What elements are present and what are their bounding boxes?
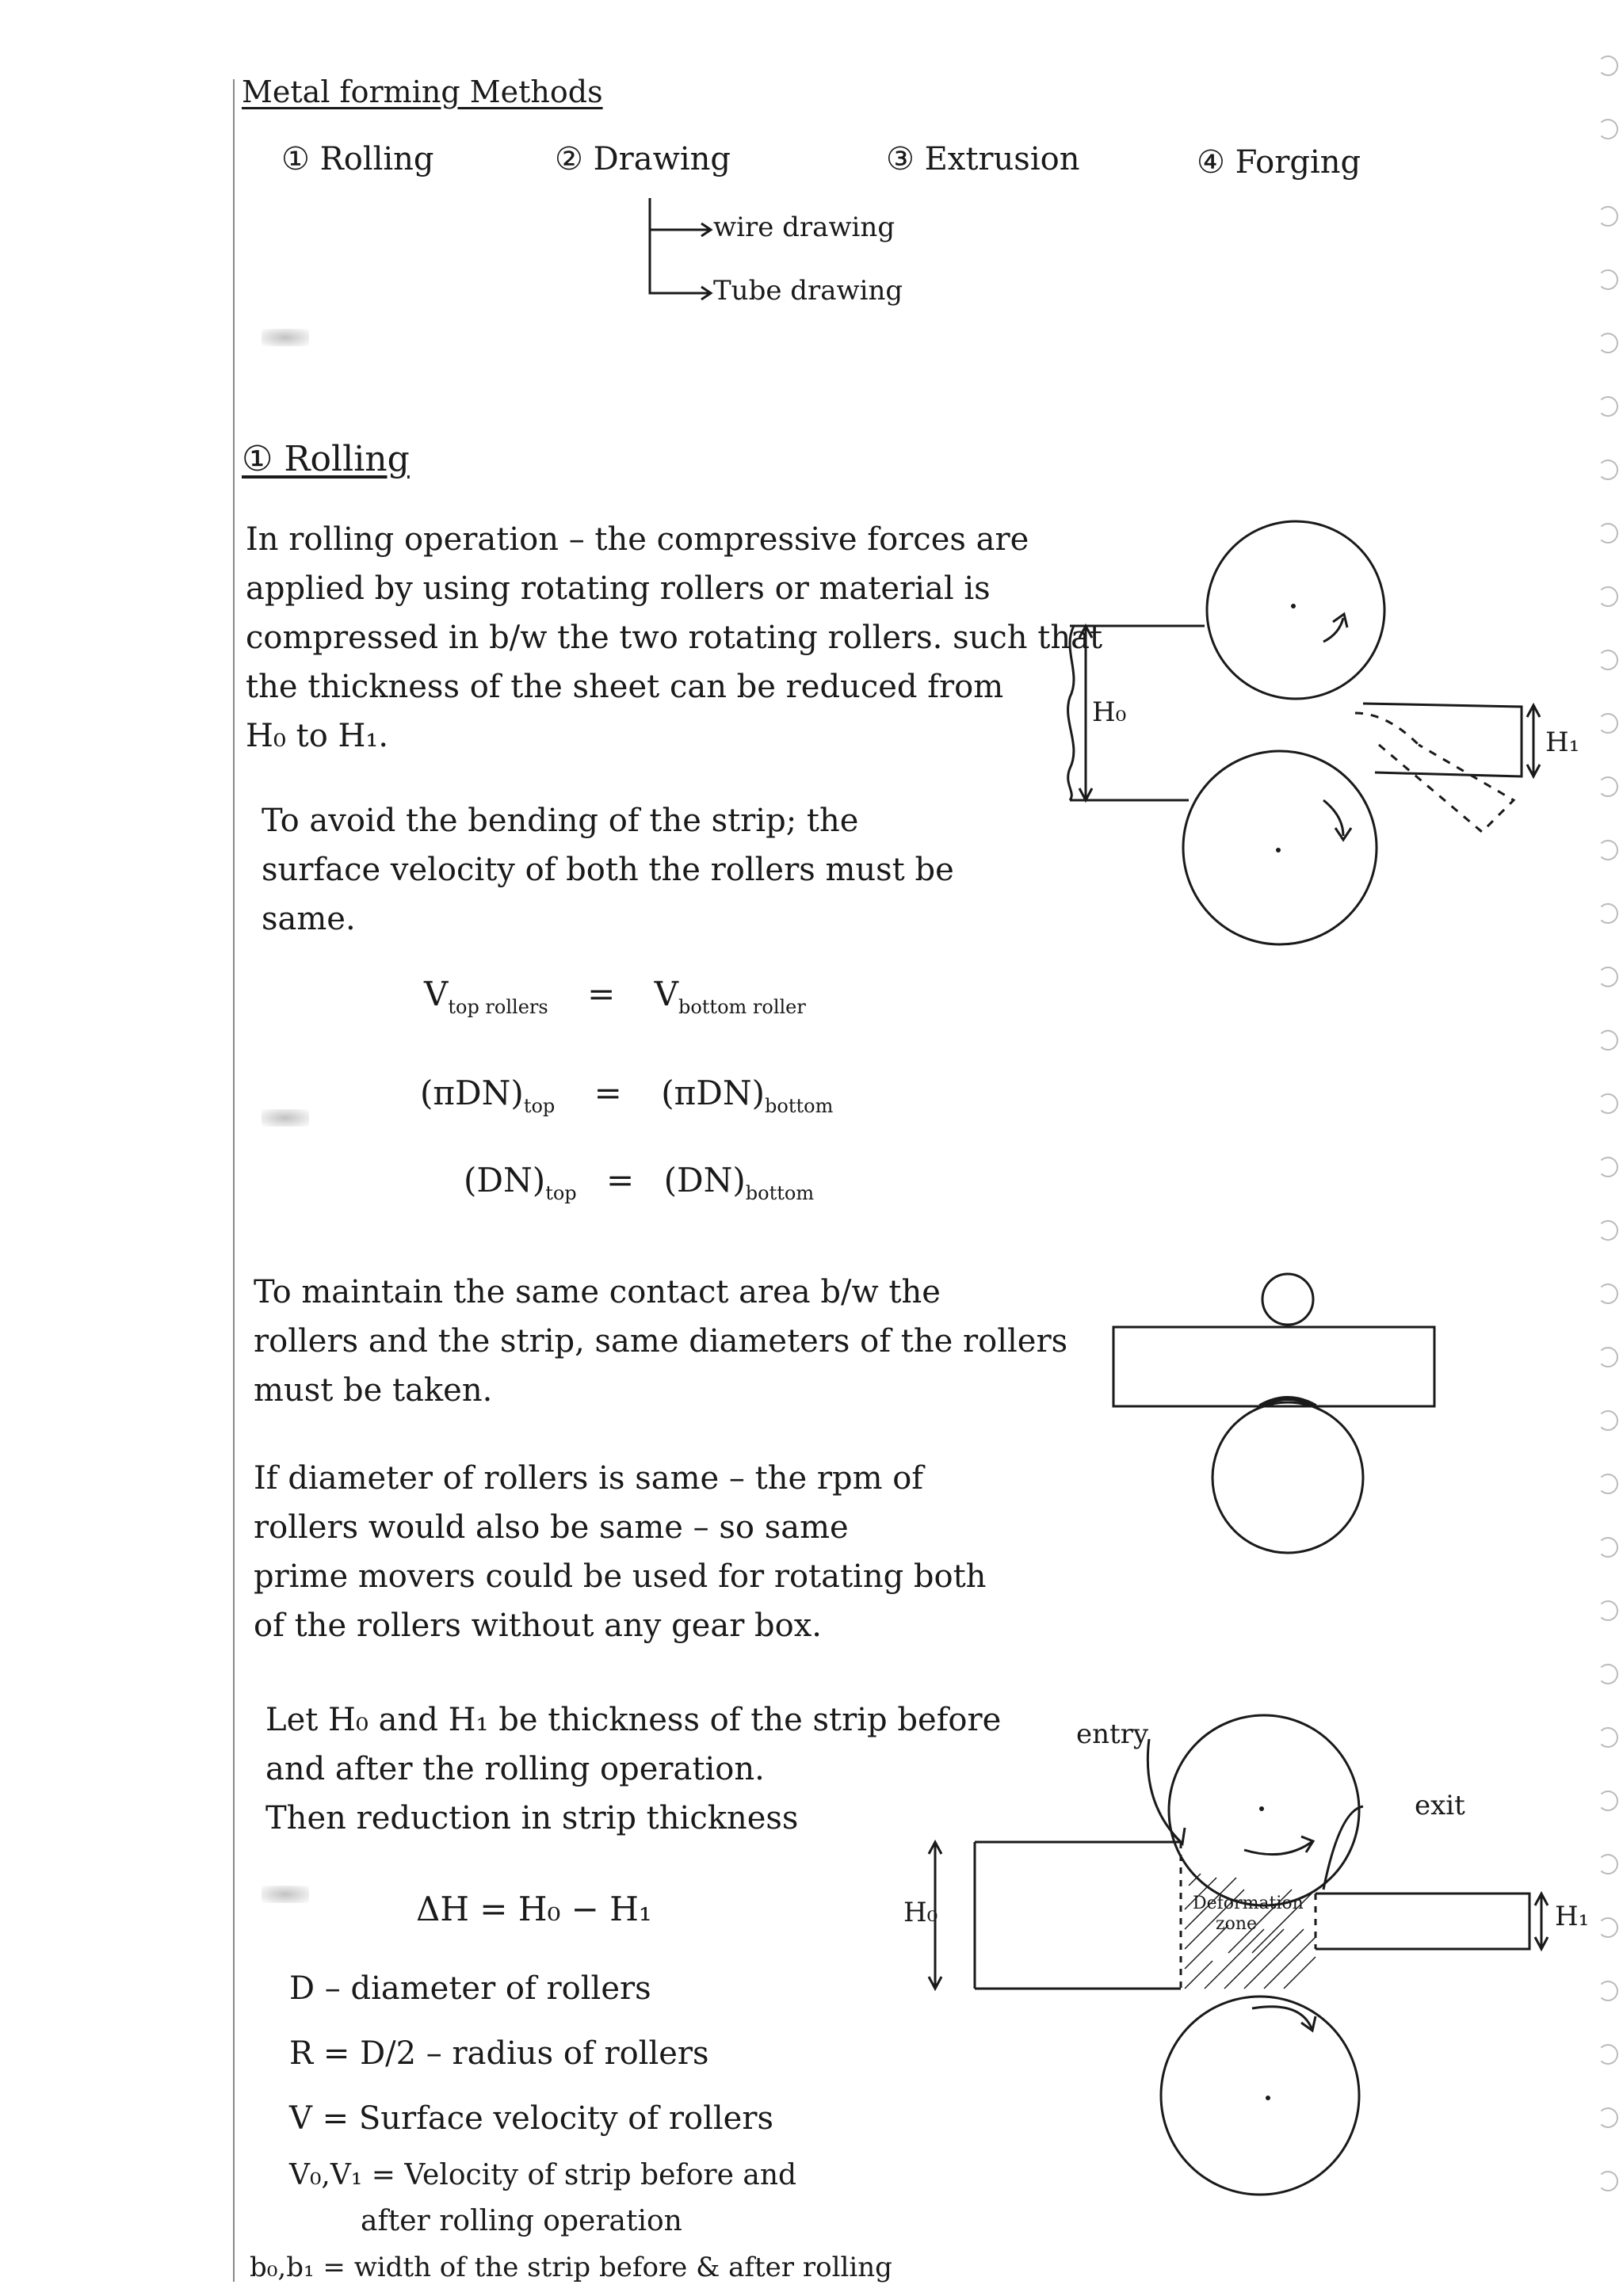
equation-dn <box>464 1161 814 1204</box>
definition-strip-velocity: V₀,V₁ = Velocity of strip before and <box>289 2159 797 2191</box>
method-extrusion: ③ Extrusion <box>886 141 1080 177</box>
text-line: prime movers could be used for rotating both <box>254 1558 987 1595</box>
eq-subscript: top <box>545 1182 577 1204</box>
section-heading-rolling: ① Rolling <box>242 439 410 479</box>
eq-operator: = <box>606 1161 635 1199</box>
eq-term: V <box>654 974 678 1013</box>
text-line: Let H₀ and H₁ be thickness of the strip before <box>265 1702 1002 1738</box>
eq-term: (πDN) <box>420 1074 524 1112</box>
paragraph-rolling-definition <box>246 515 1102 761</box>
text-line: rollers and the strip, same diameters of the rollers <box>254 1323 1068 1360</box>
method-rolling: ① Rolling <box>281 141 434 177</box>
equation-pidn <box>420 1074 833 1117</box>
definition-diameter: D – diameter of rollers <box>289 1970 651 2007</box>
text-line: applied by using rotating rollers or material is <box>246 570 991 607</box>
fig3-h1-label: H₁ <box>1555 1901 1590 1932</box>
eq-subscript: bottom <box>745 1182 815 1204</box>
text-line: compressed in b/w the two rotating rollers. such that <box>246 620 1103 656</box>
definition-surface-velocity: V = Surface velocity of rollers <box>289 2100 773 2137</box>
fig3-exit-label: exit <box>1415 1790 1465 1821</box>
text-line: must be taken. <box>254 1372 493 1409</box>
eq-subscript: bottom roller <box>678 996 806 1018</box>
fig3-entry-label: entry <box>1076 1718 1149 1750</box>
small-top-roller <box>1262 1274 1313 1325</box>
text-line: To avoid the bending of the strip; the <box>262 803 859 839</box>
bottom-roller <box>1212 1402 1363 1553</box>
definition-radius: R = D/2 – radius of rollers <box>289 2035 709 2072</box>
text-line: of the rollers without any gear box. <box>254 1608 822 1644</box>
figure-deformation-zone <box>911 1691 1569 2262</box>
text-line: and after the rolling operation. <box>265 1751 765 1787</box>
eq-subscript: top rollers <box>448 996 548 1018</box>
drawing-branch-arrows <box>634 194 721 305</box>
method-forging: ④ Forging <box>1197 144 1361 181</box>
fig3-h0-label: H₀ <box>903 1897 938 1928</box>
paragraph-thickness <box>265 1695 1001 1843</box>
equation-delta-h: ΔH = H₀ − H₁ <box>416 1890 652 1928</box>
paragraph-contact-area <box>254 1268 1067 1415</box>
scan-smudge <box>262 1886 309 1903</box>
text-line: If diameter of rollers is same – the rpm of <box>254 1460 924 1497</box>
text-line: In rolling operation – the compressive forces are <box>246 521 1029 558</box>
text-line: rollers would also be same – so same <box>254 1509 849 1546</box>
eq-term: V <box>424 974 449 1013</box>
eq-term: (DN) <box>464 1161 546 1199</box>
definitions-list <box>250 1961 892 2286</box>
fig1-h1-label: H₁ <box>1545 727 1580 758</box>
page-title: Metal forming Methods <box>242 74 603 109</box>
eq-operator: = <box>594 1074 622 1112</box>
text-line: same. <box>262 901 356 937</box>
eq-subscript: top <box>523 1095 556 1117</box>
text-line: To maintain the same contact area b/w the <box>254 1274 941 1310</box>
scan-smudge <box>262 329 309 346</box>
eq-term: (DN) <box>663 1161 746 1199</box>
text-line: surface velocity of both the rollers must be <box>262 852 954 888</box>
text-line: Then reduction in strip thickness <box>265 1800 799 1836</box>
figure-rolling-basic <box>1038 507 1561 974</box>
text-line: the thickness of the sheet can be reduced from <box>246 669 1004 705</box>
margin-line <box>233 79 235 2282</box>
bottom-roller <box>1183 751 1377 944</box>
definition-strip-velocity-cont: after rolling operation <box>361 2205 682 2237</box>
paragraph-surface-velocity <box>262 796 954 944</box>
tube-drawing-label: Tube drawing <box>713 275 903 307</box>
strip <box>1113 1327 1434 1406</box>
figure-contact-area <box>1109 1264 1442 1541</box>
top-roller <box>1207 521 1384 699</box>
fig3-zone-label: Deformation zone <box>1193 1894 1304 1934</box>
wire-drawing-label: wire drawing <box>713 212 896 243</box>
eq-term: (πDN) <box>661 1074 766 1112</box>
scan-smudge <box>262 1109 309 1127</box>
eq-operator: = <box>587 974 616 1013</box>
definition-width: b₀,b₁ = width of the strip before & after rolling <box>250 2252 892 2283</box>
equation-velocity <box>424 974 806 1018</box>
text-line: H₀ to H₁. <box>246 718 389 754</box>
paragraph-same-diameter <box>254 1454 986 1650</box>
method-drawing: ② Drawing <box>555 141 731 177</box>
fig1-h0-label: H₀ <box>1092 696 1127 728</box>
bottom-roller <box>1161 1997 1359 2195</box>
eq-subscript: bottom <box>765 1095 834 1117</box>
